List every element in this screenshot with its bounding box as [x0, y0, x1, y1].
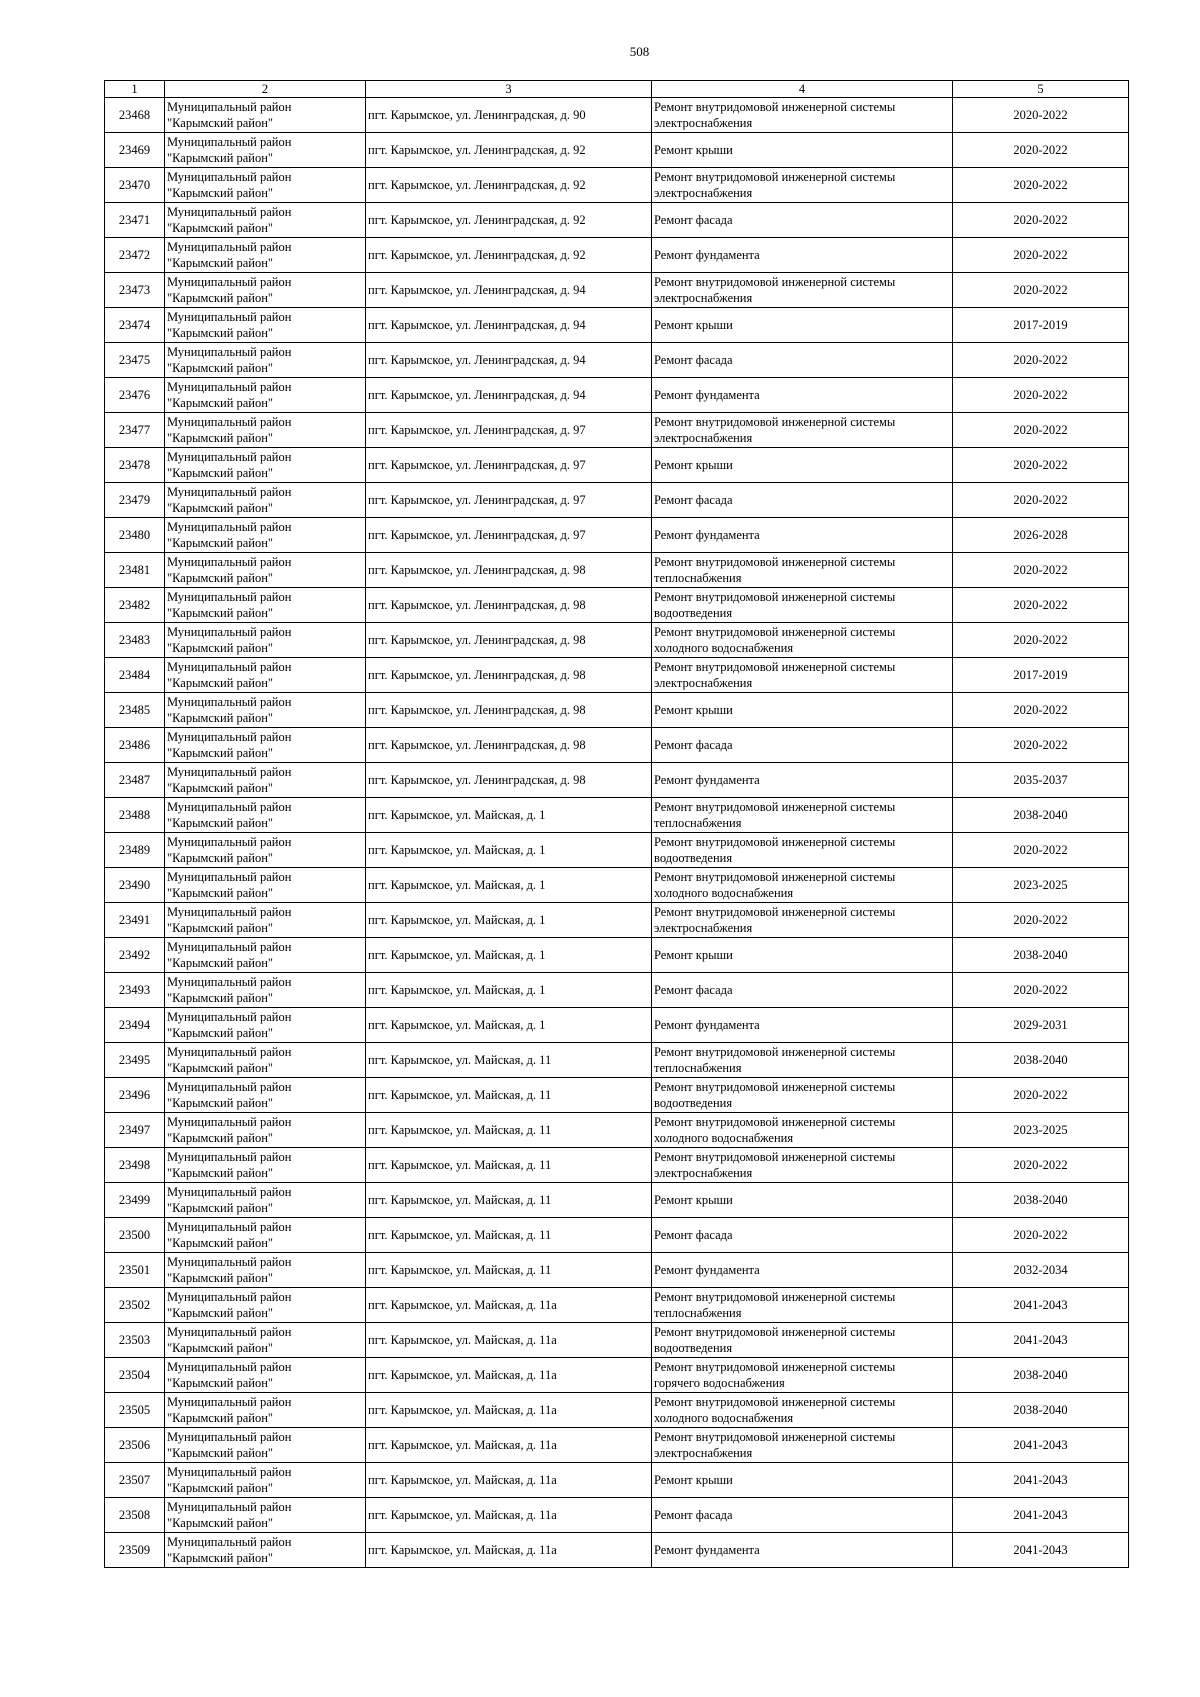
table-row: [105, 308, 1129, 343]
address-cell: пгт. Карымское, ул. Ленинградская, д. 90: [366, 98, 652, 133]
address-cell: пгт. Карымское, ул. Майская, д. 1: [366, 1008, 652, 1043]
work-type-cell: Ремонт внутридомовой инженерной системы теплоснабжения: [652, 1288, 953, 1323]
work-type-cell: Ремонт внутридомовой инженерной системы горячего водоснабжения: [652, 1358, 953, 1393]
work-type-cell: Ремонт фасада: [652, 973, 953, 1008]
address-cell: пгт. Карымское, ул. Ленинградская, д. 98: [366, 728, 652, 763]
municipality-cell: Муниципальный район "Карымский район": [165, 238, 366, 273]
work-type-cell: Ремонт фундамента: [652, 1253, 953, 1288]
period-cell: 2020-2022: [953, 728, 1129, 763]
period-cell: 2017-2019: [953, 308, 1129, 343]
row-number-cell: 23501: [105, 1253, 165, 1288]
row-number-cell: 23475: [105, 343, 165, 378]
table-row: [105, 133, 1129, 168]
period-cell: 2038-2040: [953, 1358, 1129, 1393]
municipality-cell: Муниципальный район "Карымский район": [165, 903, 366, 938]
row-number-cell: 23476: [105, 378, 165, 413]
municipality-cell: Муниципальный район "Карымский район": [165, 1113, 366, 1148]
address-cell: пгт. Карымское, ул. Ленинградская, д. 92: [366, 168, 652, 203]
table-row: [105, 868, 1129, 903]
municipality-cell: Муниципальный район "Карымский район": [165, 308, 366, 343]
address-cell: пгт. Карымское, ул. Ленинградская, д. 97: [366, 413, 652, 448]
address-cell: пгт. Карымское, ул. Ленинградская, д. 98: [366, 623, 652, 658]
work-type-cell: Ремонт фундамента: [652, 1008, 953, 1043]
row-number-cell: 23471: [105, 203, 165, 238]
row-number-cell: 23497: [105, 1113, 165, 1148]
row-number-cell: 23507: [105, 1463, 165, 1498]
municipality-cell: Муниципальный район "Карымский район": [165, 693, 366, 728]
work-type-cell: Ремонт внутридомовой инженерной системы водоотведения: [652, 1323, 953, 1358]
work-type-cell: Ремонт крыши: [652, 133, 953, 168]
municipality-cell: Муниципальный район "Карымский район": [165, 1393, 366, 1428]
address-cell: пгт. Карымское, ул. Майская, д. 11а: [366, 1358, 652, 1393]
period-cell: 2020-2022: [953, 1078, 1129, 1113]
address-cell: пгт. Карымское, ул. Майская, д. 11: [366, 1183, 652, 1218]
period-cell: 2020-2022: [953, 203, 1129, 238]
row-number-cell: 23491: [105, 903, 165, 938]
municipality-cell: Муниципальный район "Карымский район": [165, 973, 366, 1008]
address-cell: пгт. Карымское, ул. Майская, д. 11: [366, 1113, 652, 1148]
table-row: [105, 1148, 1129, 1183]
table-row: [105, 1358, 1129, 1393]
row-number-cell: 23481: [105, 553, 165, 588]
work-type-cell: Ремонт фундамента: [652, 763, 953, 798]
column-header-3: 3: [366, 81, 652, 98]
table-row: [105, 1043, 1129, 1078]
period-cell: 2038-2040: [953, 798, 1129, 833]
municipality-cell: Муниципальный район "Карымский район": [165, 448, 366, 483]
table-body: [105, 98, 1129, 1568]
work-type-cell: Ремонт внутридомовой инженерной системы электроснабжения: [652, 1148, 953, 1183]
table-row: [105, 693, 1129, 728]
municipality-cell: Муниципальный район "Карымский район": [165, 868, 366, 903]
municipality-cell: Муниципальный район "Карымский район": [165, 1253, 366, 1288]
period-cell: 2020-2022: [953, 623, 1129, 658]
row-number-cell: 23472: [105, 238, 165, 273]
row-number-cell: 23496: [105, 1078, 165, 1113]
work-type-cell: Ремонт фундамента: [652, 378, 953, 413]
row-number-cell: 23509: [105, 1533, 165, 1568]
address-cell: пгт. Карымское, ул. Ленинградская, д. 98: [366, 588, 652, 623]
address-cell: пгт. Карымское, ул. Ленинградская, д. 94: [366, 308, 652, 343]
address-cell: пгт. Карымское, ул. Ленинградская, д. 97: [366, 448, 652, 483]
address-cell: пгт. Карымское, ул. Ленинградская, д. 97: [366, 518, 652, 553]
work-type-cell: Ремонт внутридомовой инженерной системы электроснабжения: [652, 658, 953, 693]
work-type-cell: Ремонт крыши: [652, 1463, 953, 1498]
table-row: [105, 903, 1129, 938]
work-type-cell: Ремонт внутридомовой инженерной системы холодного водоснабжения: [652, 623, 953, 658]
municipality-cell: Муниципальный район "Карымский район": [165, 1323, 366, 1358]
work-type-cell: Ремонт фасада: [652, 203, 953, 238]
table-row: [105, 1533, 1129, 1568]
row-number-cell: 23494: [105, 1008, 165, 1043]
row-number-cell: 23505: [105, 1393, 165, 1428]
page-number: 508: [629, 44, 650, 59]
municipality-cell: Муниципальный район "Карымский район": [165, 658, 366, 693]
row-number-cell: 23480: [105, 518, 165, 553]
work-type-cell: Ремонт внутридомовой инженерной системы электроснабжения: [652, 413, 953, 448]
period-cell: 2041-2043: [953, 1498, 1129, 1533]
row-number-cell: 23493: [105, 973, 165, 1008]
municipality-cell: Муниципальный район "Карымский район": [165, 1358, 366, 1393]
row-number-cell: 23498: [105, 1148, 165, 1183]
municipality-cell: Муниципальный район "Карымский район": [165, 1008, 366, 1043]
table-row: [105, 343, 1129, 378]
work-type-cell: Ремонт крыши: [652, 693, 953, 728]
row-number-cell: 23508: [105, 1498, 165, 1533]
row-number-cell: 23495: [105, 1043, 165, 1078]
row-number-cell: 23477: [105, 413, 165, 448]
work-type-cell: Ремонт фасада: [652, 1498, 953, 1533]
period-cell: 2032-2034: [953, 1253, 1129, 1288]
column-header-2: 2: [165, 81, 366, 98]
table-row: [105, 553, 1129, 588]
period-cell: 2029-2031: [953, 1008, 1129, 1043]
municipality-cell: Муниципальный район "Карымский район": [165, 378, 366, 413]
address-cell: пгт. Карымское, ул. Майская, д. 1: [366, 868, 652, 903]
row-number-cell: 23468: [105, 98, 165, 133]
address-cell: пгт. Карымское, ул. Ленинградская, д. 92: [366, 203, 652, 238]
address-cell: пгт. Карымское, ул. Майская, д. 1: [366, 973, 652, 1008]
period-cell: 2020-2022: [953, 448, 1129, 483]
row-number-cell: 23506: [105, 1428, 165, 1463]
period-cell: 2020-2022: [953, 343, 1129, 378]
period-cell: 2020-2022: [953, 483, 1129, 518]
address-cell: пгт. Карымское, ул. Майская, д. 1: [366, 833, 652, 868]
period-cell: 2020-2022: [953, 1148, 1129, 1183]
period-cell: 2038-2040: [953, 1393, 1129, 1428]
address-cell: пгт. Карымское, ул. Майская, д. 11: [366, 1148, 652, 1183]
address-cell: пгт. Карымское, ул. Ленинградская, д. 94: [366, 343, 652, 378]
municipality-cell: Муниципальный район "Карымский район": [165, 1498, 366, 1533]
address-cell: пгт. Карымское, ул. Ленинградская, д. 92: [366, 238, 652, 273]
row-number-cell: 23488: [105, 798, 165, 833]
work-type-cell: Ремонт внутридомовой инженерной системы электроснабжения: [652, 903, 953, 938]
address-cell: пгт. Карымское, ул. Ленинградская, д. 98: [366, 553, 652, 588]
address-cell: пгт. Карымское, ул. Майская, д. 1: [366, 938, 652, 973]
table-row: [105, 1183, 1129, 1218]
table-row: [105, 238, 1129, 273]
row-number-cell: 23479: [105, 483, 165, 518]
work-type-cell: Ремонт фасада: [652, 343, 953, 378]
row-number-cell: 23504: [105, 1358, 165, 1393]
municipality-cell: Муниципальный район "Карымский район": [165, 168, 366, 203]
work-type-cell: Ремонт крыши: [652, 938, 953, 973]
work-type-cell: Ремонт фундамента: [652, 1533, 953, 1568]
address-cell: пгт. Карымское, ул. Ленинградская, д. 94: [366, 273, 652, 308]
work-type-cell: Ремонт внутридомовой инженерной системы электроснабжения: [652, 98, 953, 133]
municipality-cell: Муниципальный район "Карымский район": [165, 1218, 366, 1253]
municipality-cell: Муниципальный район "Карымский район": [165, 938, 366, 973]
table-row: [105, 168, 1129, 203]
row-number-cell: 23478: [105, 448, 165, 483]
work-type-cell: Ремонт внутридомовой инженерной системы водоотведения: [652, 1078, 953, 1113]
period-cell: 2020-2022: [953, 378, 1129, 413]
period-cell: 2026-2028: [953, 518, 1129, 553]
municipality-cell: Муниципальный район "Карымский район": [165, 343, 366, 378]
table-row: [105, 623, 1129, 658]
work-type-cell: Ремонт внутридомовой инженерной системы электроснабжения: [652, 1428, 953, 1463]
table-row: [105, 1498, 1129, 1533]
municipality-cell: Муниципальный район "Карымский район": [165, 518, 366, 553]
period-cell: 2020-2022: [953, 168, 1129, 203]
municipality-cell: Муниципальный район "Карымский район": [165, 588, 366, 623]
table-row: [105, 1463, 1129, 1498]
row-number-cell: 23474: [105, 308, 165, 343]
row-number-cell: 23482: [105, 588, 165, 623]
municipality-cell: Муниципальный район "Карымский район": [165, 1288, 366, 1323]
capital-repair-table: [104, 80, 1129, 1568]
table-row: [105, 728, 1129, 763]
row-number-cell: 23503: [105, 1323, 165, 1358]
work-type-cell: Ремонт внутридомовой инженерной системы водоотведения: [652, 588, 953, 623]
address-cell: пгт. Карымское, ул. Майская, д. 11а: [366, 1288, 652, 1323]
table-row: [105, 833, 1129, 868]
work-type-cell: Ремонт крыши: [652, 1183, 953, 1218]
address-cell: пгт. Карымское, ул. Майская, д. 11а: [366, 1323, 652, 1358]
table-row: [105, 1393, 1129, 1428]
address-cell: пгт. Карымское, ул. Ленинградская, д. 97: [366, 483, 652, 518]
table-row: [105, 483, 1129, 518]
work-type-cell: Ремонт внутридомовой инженерной системы холодного водоснабжения: [652, 1113, 953, 1148]
address-cell: пгт. Карымское, ул. Майская, д. 11: [366, 1253, 652, 1288]
period-cell: 2023-2025: [953, 868, 1129, 903]
period-cell: 2017-2019: [953, 658, 1129, 693]
period-cell: 2020-2022: [953, 693, 1129, 728]
period-cell: 2020-2022: [953, 588, 1129, 623]
municipality-cell: Муниципальный район "Карымский район": [165, 798, 366, 833]
column-header-5: 5: [953, 81, 1129, 98]
municipality-cell: Муниципальный район "Карымский район": [165, 1428, 366, 1463]
municipality-cell: Муниципальный район "Карымский район": [165, 833, 366, 868]
municipality-cell: Муниципальный район "Карымский район": [165, 1148, 366, 1183]
address-cell: пгт. Карымское, ул. Майская, д. 11а: [366, 1533, 652, 1568]
table-row: [105, 98, 1129, 133]
table-row: [105, 1253, 1129, 1288]
period-cell: 2020-2022: [953, 553, 1129, 588]
work-type-cell: Ремонт фасада: [652, 483, 953, 518]
address-cell: пгт. Карымское, ул. Ленинградская, д. 92: [366, 133, 652, 168]
period-cell: 2020-2022: [953, 903, 1129, 938]
period-cell: 2020-2022: [953, 413, 1129, 448]
table-row: [105, 273, 1129, 308]
table-row: [105, 763, 1129, 798]
work-type-cell: Ремонт внутридомовой инженерной системы теплоснабжения: [652, 798, 953, 833]
address-cell: пгт. Карымское, ул. Майская, д. 11а: [366, 1498, 652, 1533]
row-number-cell: 23500: [105, 1218, 165, 1253]
work-type-cell: Ремонт внутридомовой инженерной системы электроснабжения: [652, 273, 953, 308]
work-type-cell: Ремонт внутридомовой инженерной системы водоотведения: [652, 833, 953, 868]
address-cell: пгт. Карымское, ул. Ленинградская, д. 98: [366, 763, 652, 798]
table-row: [105, 1113, 1129, 1148]
period-cell: 2020-2022: [953, 273, 1129, 308]
period-cell: 2035-2037: [953, 763, 1129, 798]
municipality-cell: Муниципальный район "Карымский район": [165, 1043, 366, 1078]
address-cell: пгт. Карымское, ул. Ленинградская, д. 98: [366, 658, 652, 693]
table-row: [105, 1428, 1129, 1463]
work-type-cell: Ремонт внутридомовой инженерной системы теплоснабжения: [652, 553, 953, 588]
municipality-cell: Муниципальный район "Карымский район": [165, 98, 366, 133]
municipality-cell: Муниципальный район "Карымский район": [165, 203, 366, 238]
row-number-cell: 23485: [105, 693, 165, 728]
municipality-cell: Муниципальный район "Карымский район": [165, 483, 366, 518]
address-cell: пгт. Карымское, ул. Ленинградская, д. 94: [366, 378, 652, 413]
address-cell: пгт. Карымское, ул. Майская, д. 1: [366, 903, 652, 938]
table-row: [105, 448, 1129, 483]
period-cell: 2020-2022: [953, 1218, 1129, 1253]
row-number-cell: 23484: [105, 658, 165, 693]
period-cell: 2020-2022: [953, 973, 1129, 1008]
work-type-cell: Ремонт внутридомовой инженерной системы теплоснабжения: [652, 1043, 953, 1078]
table-row: [105, 203, 1129, 238]
row-number-cell: 23499: [105, 1183, 165, 1218]
row-number-cell: 23492: [105, 938, 165, 973]
row-number-cell: 23487: [105, 763, 165, 798]
period-cell: 2038-2040: [953, 938, 1129, 973]
period-cell: 2020-2022: [953, 98, 1129, 133]
table-row: [105, 1008, 1129, 1043]
table-row: [105, 1323, 1129, 1358]
municipality-cell: Муниципальный район "Карымский район": [165, 763, 366, 798]
period-cell: 2041-2043: [953, 1463, 1129, 1498]
municipality-cell: Муниципальный район "Карымский район": [165, 273, 366, 308]
period-cell: 2020-2022: [953, 133, 1129, 168]
column-header-4: 4: [652, 81, 953, 98]
row-number-cell: 23470: [105, 168, 165, 203]
row-number-cell: 23502: [105, 1288, 165, 1323]
work-type-cell: Ремонт внутридомовой инженерной системы холодного водоснабжения: [652, 1393, 953, 1428]
row-number-cell: 23473: [105, 273, 165, 308]
table-row: [105, 973, 1129, 1008]
table-row: [105, 798, 1129, 833]
work-type-cell: Ремонт крыши: [652, 448, 953, 483]
period-cell: 2020-2022: [953, 833, 1129, 868]
address-cell: пгт. Карымское, ул. Майская, д. 11: [366, 1078, 652, 1113]
address-cell: пгт. Карымское, ул. Ленинградская, д. 98: [366, 693, 652, 728]
work-type-cell: Ремонт внутридомовой инженерной системы холодного водоснабжения: [652, 868, 953, 903]
municipality-cell: Муниципальный район "Карымский район": [165, 623, 366, 658]
municipality-cell: Муниципальный район "Карымский район": [165, 133, 366, 168]
municipality-cell: Муниципальный район "Карымский район": [165, 413, 366, 448]
column-header-1: 1: [105, 81, 165, 98]
period-cell: 2041-2043: [953, 1428, 1129, 1463]
row-number-cell: 23469: [105, 133, 165, 168]
work-type-cell: Ремонт фасада: [652, 728, 953, 763]
work-type-cell: Ремонт фасада: [652, 1218, 953, 1253]
table-row: [105, 413, 1129, 448]
period-cell: 2038-2040: [953, 1043, 1129, 1078]
table-row: [105, 938, 1129, 973]
header-row: [105, 81, 1129, 98]
table-row: [105, 658, 1129, 693]
address-cell: пгт. Карымское, ул. Майская, д. 11: [366, 1218, 652, 1253]
municipality-cell: Муниципальный район "Карымский район": [165, 553, 366, 588]
period-cell: 2038-2040: [953, 1183, 1129, 1218]
address-cell: пгт. Карымское, ул. Майская, д. 11: [366, 1043, 652, 1078]
period-cell: 2041-2043: [953, 1288, 1129, 1323]
table-row: [105, 1078, 1129, 1113]
work-type-cell: Ремонт крыши: [652, 308, 953, 343]
address-cell: пгт. Карымское, ул. Майская, д. 11а: [366, 1393, 652, 1428]
work-type-cell: Ремонт фундамента: [652, 518, 953, 553]
period-cell: 2041-2043: [953, 1323, 1129, 1358]
row-number-cell: 23486: [105, 728, 165, 763]
row-number-cell: 23483: [105, 623, 165, 658]
municipality-cell: Муниципальный район "Карымский район": [165, 728, 366, 763]
work-type-cell: Ремонт внутридомовой инженерной системы электроснабжения: [652, 168, 953, 203]
municipality-cell: Муниципальный район "Карымский район": [165, 1533, 366, 1568]
address-cell: пгт. Карымское, ул. Майская, д. 1: [366, 798, 652, 833]
period-cell: 2041-2043: [953, 1533, 1129, 1568]
table-row: [105, 378, 1129, 413]
table-row: [105, 588, 1129, 623]
municipality-cell: Муниципальный район "Карымский район": [165, 1078, 366, 1113]
address-cell: пгт. Карымское, ул. Майская, д. 11а: [366, 1428, 652, 1463]
table-row: [105, 1288, 1129, 1323]
municipality-cell: Муниципальный район "Карымский район": [165, 1463, 366, 1498]
municipality-cell: Муниципальный район "Карымский район": [165, 1183, 366, 1218]
work-type-cell: Ремонт фундамента: [652, 238, 953, 273]
table-row: [105, 518, 1129, 553]
table-row: [105, 1218, 1129, 1253]
period-cell: 2023-2025: [953, 1113, 1129, 1148]
row-number-cell: 23489: [105, 833, 165, 868]
address-cell: пгт. Карымское, ул. Майская, д. 11а: [366, 1463, 652, 1498]
row-number-cell: 23490: [105, 868, 165, 903]
period-cell: 2020-2022: [953, 238, 1129, 273]
